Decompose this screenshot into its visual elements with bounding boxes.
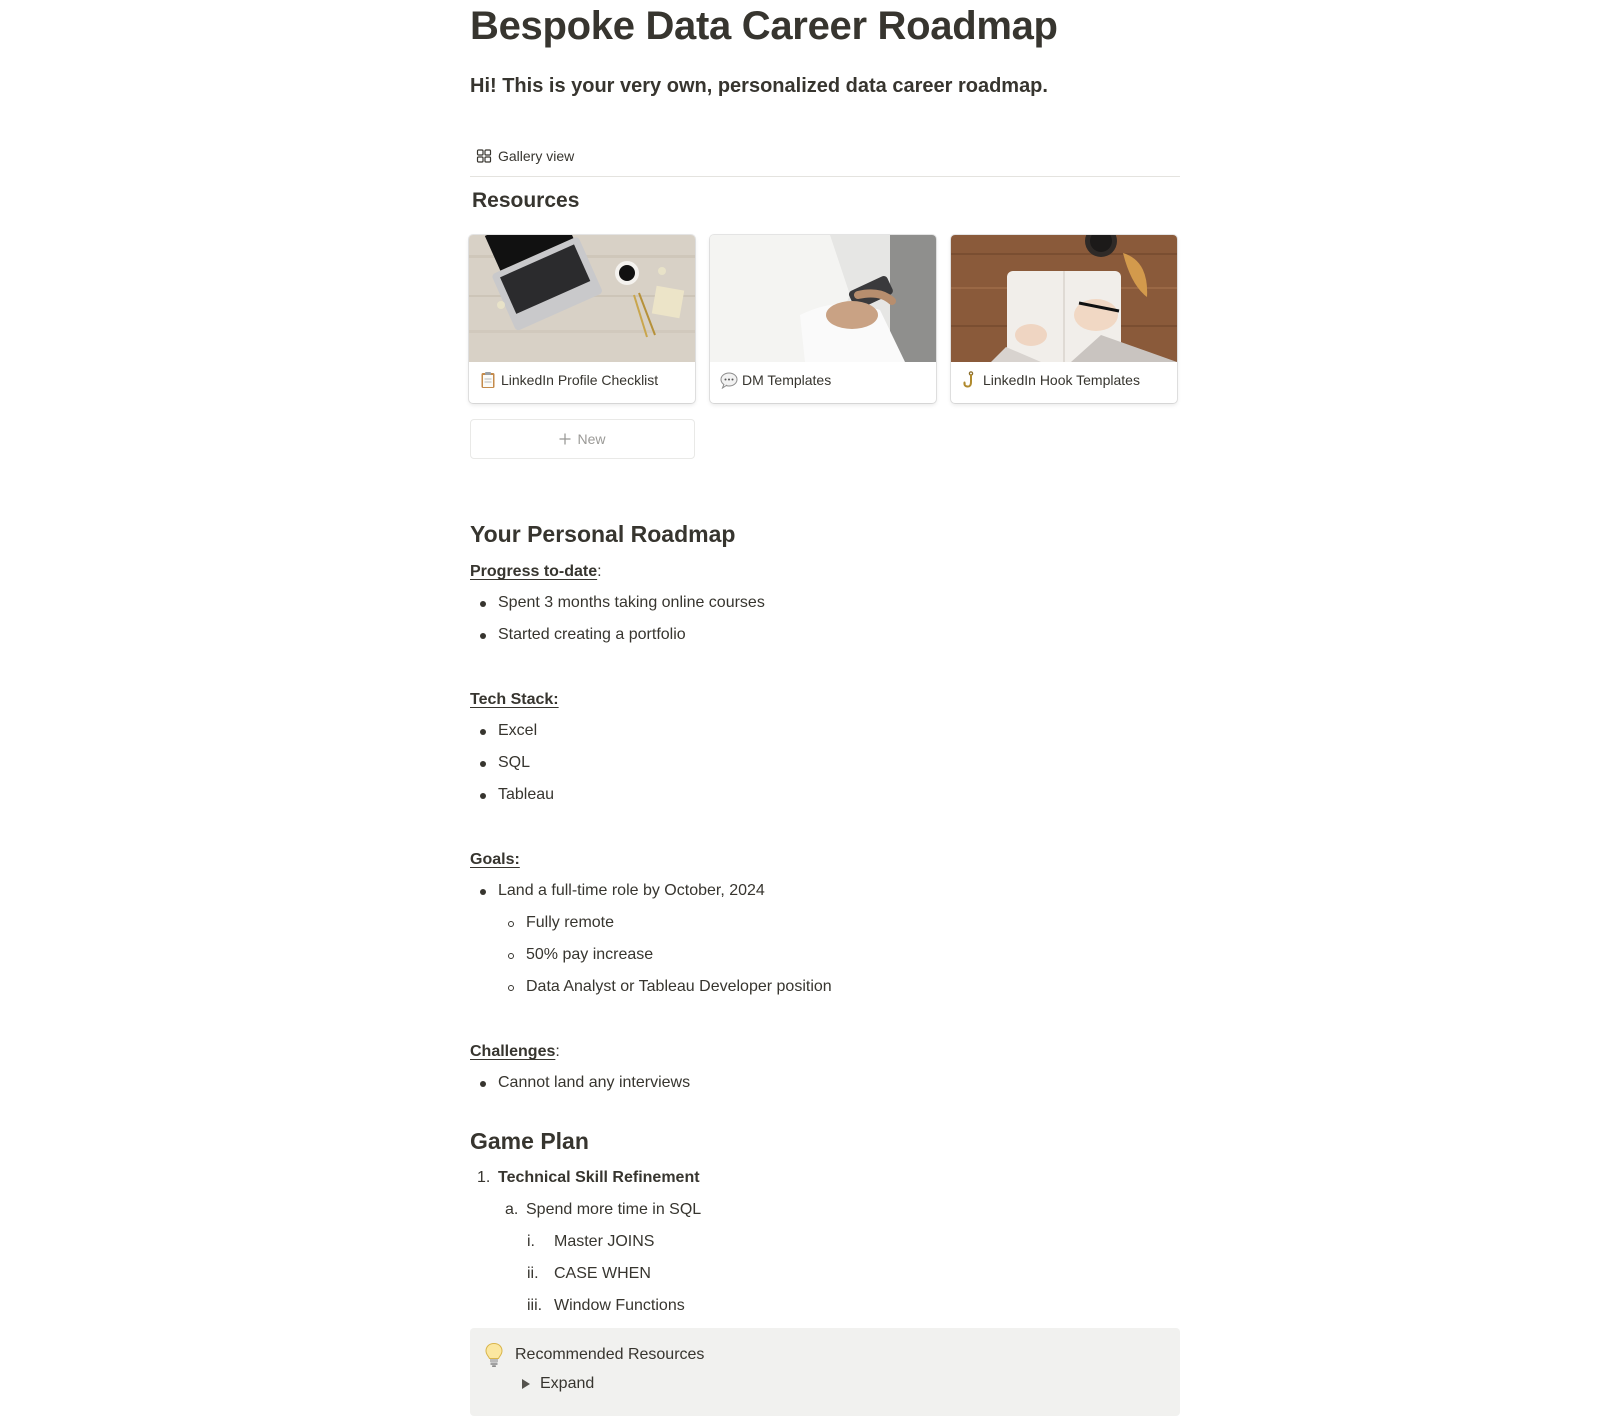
card-cover-notebook [951, 235, 1177, 362]
view-divider [470, 176, 1180, 177]
game-plan-heading: Game Plan [470, 1128, 589, 1154]
clipboard-icon [479, 371, 497, 389]
list-item: Tableau [498, 786, 555, 803]
recommended-resources-callout [470, 1328, 1180, 1416]
bullet-marker [480, 1081, 486, 1087]
card-caption [479, 371, 658, 389]
bullet-marker [480, 761, 486, 767]
callout-title: Recommended Resources [515, 1346, 705, 1363]
card-caption [961, 371, 1140, 389]
sub-list-item: 50% pay increase [526, 946, 654, 963]
toggle-triangle-icon [522, 1379, 530, 1389]
list-item: Spent 3 months taking online courses [498, 594, 765, 611]
card-caption [720, 371, 831, 389]
page-title: Bespoke Data Career Roadmap [470, 4, 1058, 48]
list-item: Started creating a portfolio [498, 626, 686, 643]
sub-bullet-marker [508, 953, 514, 959]
numbered-item: Technical Skill Refinement [498, 1169, 700, 1186]
bullet-marker [480, 633, 486, 639]
gallery-view-label: Gallery view [498, 148, 575, 164]
gallery-card-linkedin-hook-templates[interactable] [951, 235, 1177, 403]
sub-bullet-marker [508, 985, 514, 991]
lightbulb-icon [484, 1342, 504, 1368]
roman-marker: iii. [527, 1297, 543, 1314]
numbered-marker: 1. [477, 1169, 491, 1186]
card-cover-laptop [469, 235, 695, 362]
list-item: SQL [498, 754, 531, 771]
gallery-view-tab[interactable] [476, 148, 574, 164]
new-card-button[interactable] [470, 419, 695, 459]
roman-item: CASE WHEN [554, 1265, 651, 1282]
sub-list-item: Data Analyst or Tableau Developer position [526, 978, 832, 995]
gallery-card-linkedin-profile-checklist[interactable] [469, 235, 695, 403]
card-title: DM Templates [742, 372, 832, 388]
plus-icon [559, 433, 571, 445]
sub-bullet-marker [508, 921, 514, 927]
bullet-marker [480, 889, 486, 895]
lettered-marker: a. [505, 1201, 519, 1218]
gallery-grid-icon [476, 148, 492, 164]
goals-label: Goals: [470, 851, 520, 868]
gallery-card-dm-templates[interactable] [710, 235, 936, 403]
roman-item: Window Functions [554, 1297, 685, 1314]
progress-label: Progress to-date: [470, 563, 602, 580]
expand-toggle-label: Expand [540, 1375, 595, 1392]
challenges-label: Challenges: [470, 1043, 560, 1060]
bullet-marker [480, 729, 486, 735]
bullet-marker [480, 601, 486, 607]
roman-marker: ii. [527, 1265, 539, 1282]
card-title: LinkedIn Profile Checklist [501, 372, 659, 388]
tech-stack-label: Tech Stack: [470, 691, 559, 708]
card-title: LinkedIn Hook Templates [983, 372, 1140, 388]
card-cover-phone [710, 235, 936, 362]
roman-marker: i. [527, 1233, 535, 1250]
list-item: Land a full-time role by October, 2024 [498, 882, 765, 899]
page-intro: Hi! This is your very own, personalized data career roadmap. [470, 75, 1048, 97]
hook-icon [961, 371, 979, 389]
expand-toggle[interactable] [522, 1375, 594, 1393]
database-title[interactable]: Resources [472, 189, 580, 212]
gallery-cards [469, 235, 1180, 403]
roman-item: Master JOINS [554, 1233, 655, 1250]
list-item: Excel [498, 722, 538, 739]
lettered-item: Spend more time in SQL [526, 1201, 702, 1218]
new-card-label: New [577, 431, 606, 447]
bullet-marker [480, 793, 486, 799]
roadmap-heading: Your Personal Roadmap [470, 521, 736, 547]
sub-list-item: Fully remote [526, 914, 615, 931]
list-item: Cannot land any interviews [498, 1074, 691, 1091]
speech-bubble-icon [720, 371, 738, 389]
